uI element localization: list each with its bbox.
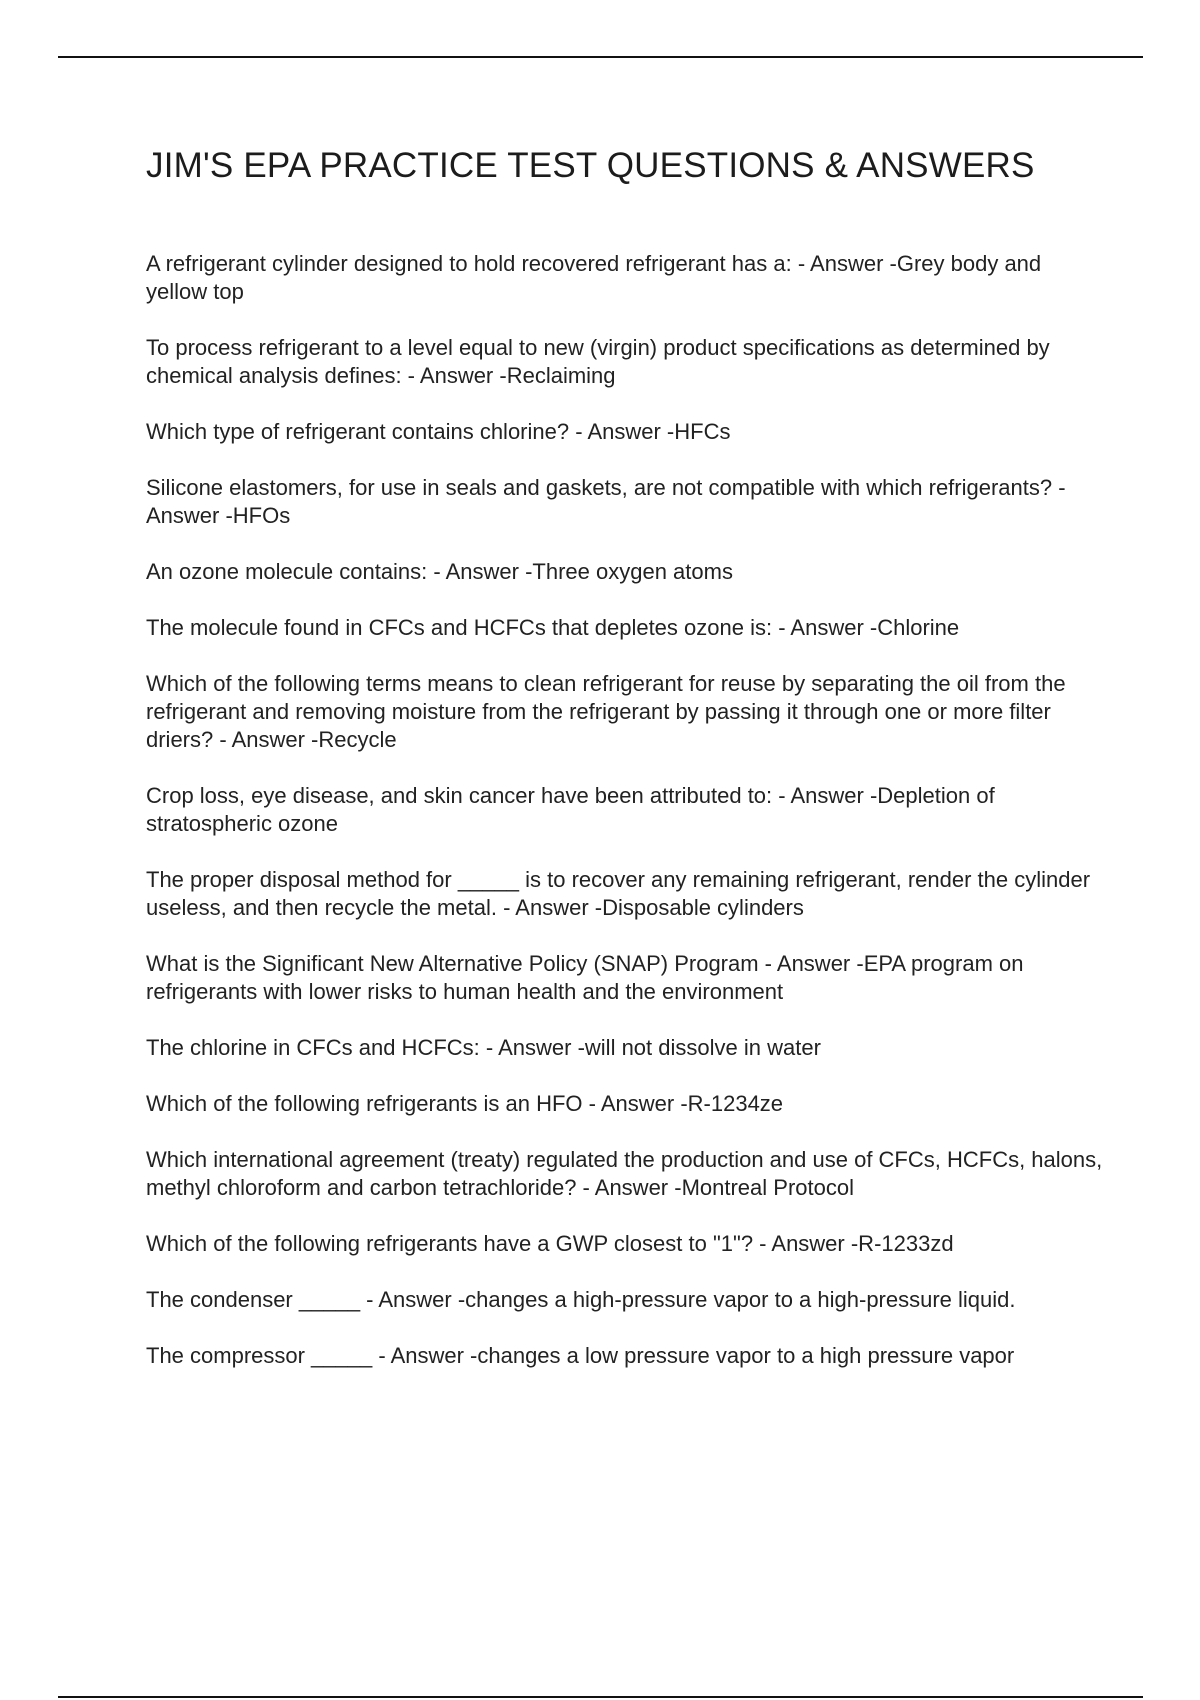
qa-item: What is the Significant New Alternative Policy (SNAP) Program - Answer -EPA program on refrigerants with lower risks to human health and the environment [146, 951, 1024, 1004]
document-body [146, 140, 1106, 1398]
qa-item: Which of the following refrigerants have a GWP closest to "1"? - Answer -R-1233zd [146, 1231, 954, 1256]
qa-item: A refrigerant cylinder designed to hold recovered refrigerant has a: - Answer -Grey body and yellow top [146, 251, 1042, 304]
qa-item: Which type of refrigerant contains chlorine? - Answer -HFCs [146, 419, 731, 444]
qa-item: The condenser _____ - Answer -changes a high-pressure vapor to a high-pressure liquid. [146, 1287, 1016, 1312]
qa-item: The molecule found in CFCs and HCFCs that depletes ozone is: - Answer -Chlorine [146, 615, 960, 640]
qa-item: Silicone elastomers, for use in seals and gaskets, are not compatible with which refrigerants? - Answer -HFOs [146, 475, 1066, 528]
qa-item: To process refrigerant to a level equal to new (virgin) product specifications as determined by chemical analysis defines: - Answer -Reclaiming [146, 335, 1050, 388]
qa-item: Crop loss, eye disease, and skin cancer have been attributed to: - Answer -Depletion of stratospheric ozone [146, 783, 995, 836]
qa-item: Which of the following terms means to clean refrigerant for reuse by separating the oil from the refrigerant and removing moisture from the refrigerant by passing it through one or more filter driers? - Answer -Recycle [146, 671, 1066, 752]
qa-item: Which of the following refrigerants is an HFO - Answer -R-1234ze [146, 1091, 784, 1116]
qa-item: The chlorine in CFCs and HCFCs: - Answer -will not dissolve in water [146, 1035, 821, 1060]
qa-item: Which international agreement (treaty) regulated the production and use of CFCs, HCFCs, halons, methyl chloroform and carbon tetrachloride? - Answer -Montreal Protocol [146, 1147, 1103, 1200]
qa-item: The compressor _____ - Answer -changes a low pressure vapor to a high pressure vapor [146, 1343, 1015, 1368]
bottom-rule [58, 1696, 1143, 1698]
document-title: JIM'S EPA PRACTICE TEST QUESTIONS & ANSWERS [146, 146, 1035, 185]
qa-item: An ozone molecule contains: - Answer -Three oxygen atoms [146, 559, 733, 584]
qa-item: The proper disposal method for _____ is to recover any remaining refrigerant, render the cylinder useless, and then recycle the metal. - Answer -Disposable cylinders [146, 867, 1091, 920]
top-rule [58, 56, 1143, 58]
qa-list [146, 250, 1106, 1370]
